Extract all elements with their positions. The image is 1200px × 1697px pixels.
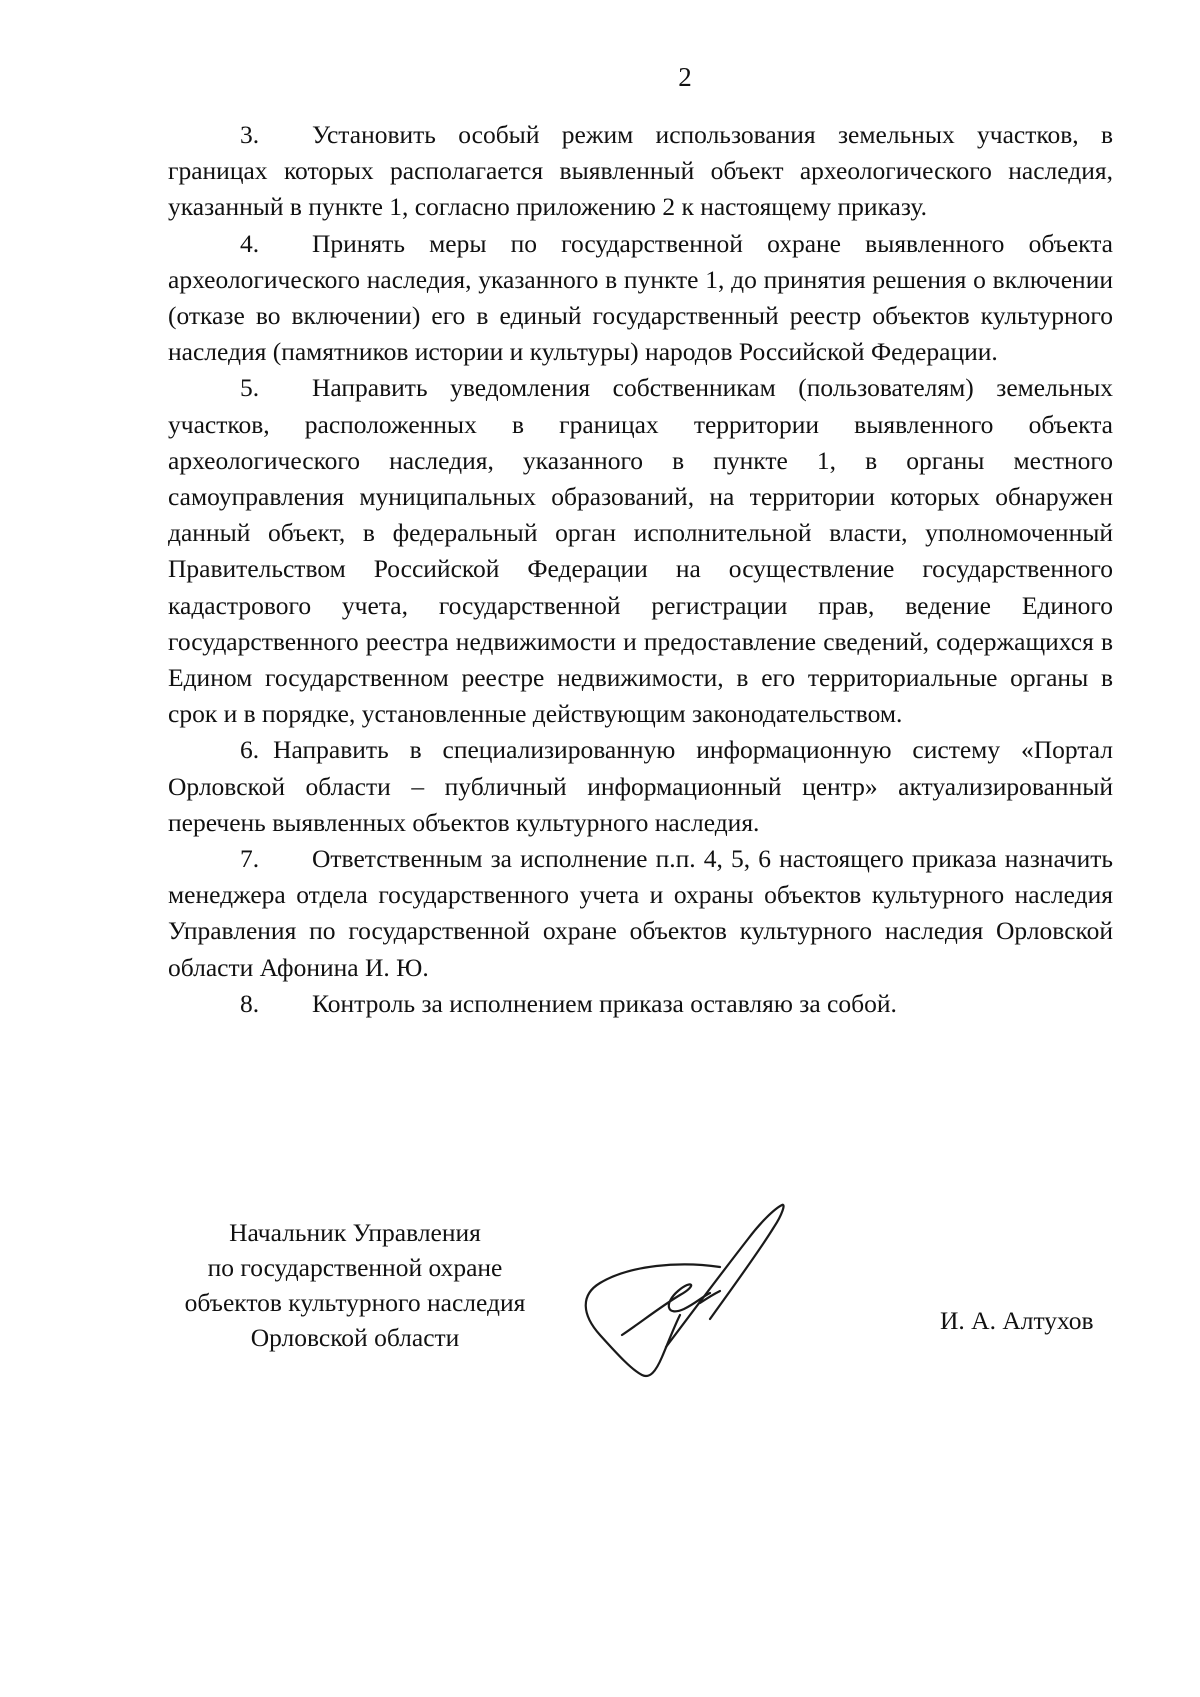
clause-number: 5. (240, 373, 260, 403)
clause-7 (168, 841, 1113, 986)
signatory-title-line: Орловской области (250, 1323, 460, 1352)
clause-6 (168, 732, 1113, 841)
page-number: 2 (678, 62, 692, 92)
signatory-title (150, 1215, 560, 1355)
clause-text: Направить уведомления собственникам (пользователям) земельных участков, расположенных в границах территории выявленного объекта археологического наследия, указанного в пункте 1, в органы местного самоуправления муниципальных образований, на территории которых обнаружен данный объект, в федеральный орган исполнительной власти, уполномоченный Правительством Российской Федерации на осуществление государственного кадастрового учета, государственной регистрации прав, ведение Единого государственного реестра недвижимости и предоставление сведений, содержащихся в Едином государственном реестре недвижимости, в его территориальные органы в срок и в порядке, установленные действующим законодательством. (168, 373, 1113, 729)
clause-4 (168, 226, 1113, 371)
clause-text: Ответственным за исполнение п.п. 4, 5, 6 настоящего приказа назначить менеджера отдела государственного учета и охраны объектов культурного наследия Управления по государственной охране объектов культурного наследия Орловской области Афонина И. Ю. (168, 844, 1113, 982)
clause-number: 6. (240, 735, 260, 765)
signatory-title-line: объектов культурного наследия (184, 1288, 526, 1317)
clause-text: Установить особый режим использования земельных участков, в границах которых располагается выявленный объект археологического наследия, указанный в пункте 1, согласно приложению 2 к настоящему приказу. (168, 120, 1113, 222)
clause-number: 3. (240, 120, 260, 149)
clause-3 (168, 117, 1113, 226)
clause-5 (168, 370, 1113, 732)
clause-number: 7. (240, 844, 260, 874)
clause-8 (168, 986, 1113, 1022)
signatory-title-line: Начальник Управления (229, 1218, 481, 1247)
clause-text: Контроль за исполнением приказа оставляю за собой. (312, 988, 897, 1018)
clause-text: Направить в специализированную информационную систему «Портал Орловской области – публичный информационный центр» актуализированный перечень выявленных объектов культурного наследия. (168, 735, 1113, 837)
clause-number: 8. (240, 988, 260, 1018)
handwritten-signature (570, 1195, 840, 1385)
clause-text: Принять меры по государственной охране выявленного объекта археологического наследия, указанного в пункте 1, до принятия решения о включении (отказе во включении) его в единый государственный реестр объектов культурного наследия (памятников истории и культуры) народов Российской Федерации. (168, 228, 1113, 367)
signatory-title-line: по государственной охране (207, 1253, 503, 1282)
signatory-name: И. А. Алтухов (940, 1306, 1094, 1335)
clause-number: 4. (240, 228, 260, 258)
document-body (168, 117, 1113, 1022)
